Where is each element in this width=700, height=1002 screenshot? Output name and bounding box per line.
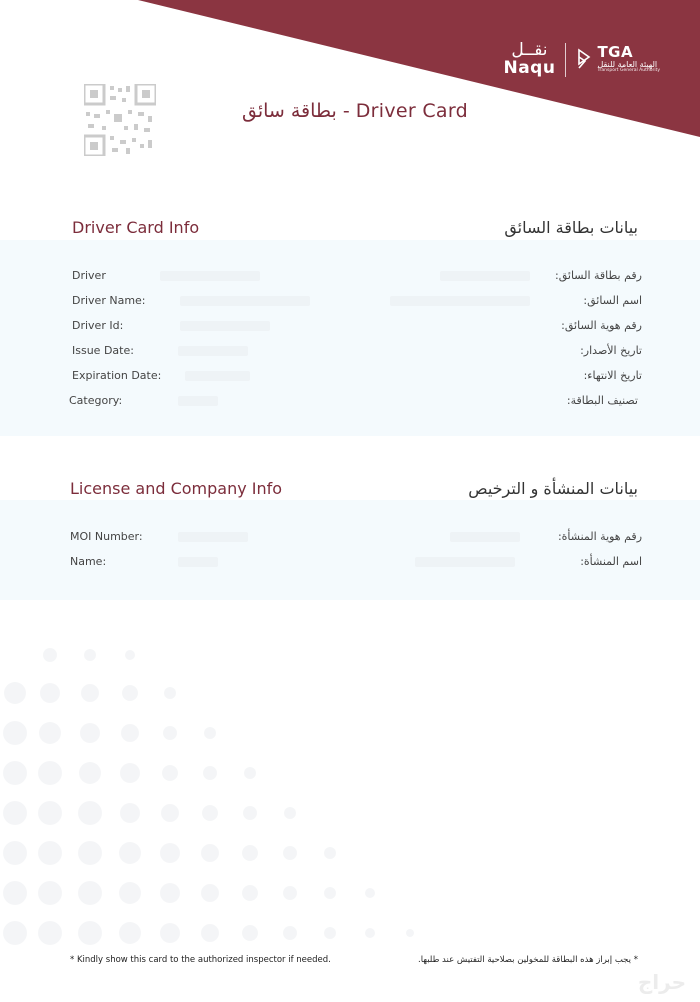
company-name-label-ar: اسم المنشأة: xyxy=(580,555,642,568)
license-section-title-ar: بيانات المنشأة و الترخيص xyxy=(468,479,638,498)
tga-name-ar: الهيئة العامة للنقل xyxy=(597,59,658,69)
driver-section-title-ar: بيانات بطاقة السائق xyxy=(504,218,638,237)
driver-section-title-en: Driver Card Info xyxy=(72,218,200,237)
redacted-value xyxy=(178,532,248,542)
redacted-value xyxy=(180,296,310,306)
driver-id-label-ar: رقم هوية السائق: xyxy=(561,319,642,332)
redacted-value xyxy=(178,557,218,567)
expiration-date-label-en: Expiration Date: xyxy=(72,369,162,382)
footnote-ar: * يجب إبراز هذه البطاقة للمخولين بصلاحية التفتيش عند طلبها. xyxy=(418,955,638,965)
dot-pattern-background xyxy=(0,630,520,970)
driver-name-label-ar: اسم السائق: xyxy=(583,294,642,307)
driver-number-label-en: Driver xyxy=(72,269,106,282)
redacted-value xyxy=(450,532,520,542)
redacted-value xyxy=(390,296,530,306)
moi-number-label-ar: رقم هوية المنشأة: xyxy=(557,530,642,543)
tga-logo xyxy=(576,45,660,74)
driver-id-label-en: Driver Id: xyxy=(72,319,124,332)
naqu-logo xyxy=(503,42,555,77)
expiration-date-label-ar: تاريخ الانتهاء: xyxy=(583,369,642,382)
redacted-value xyxy=(185,371,250,381)
page-title: بطاقة سائق - Driver Card xyxy=(241,100,469,122)
license-info-band xyxy=(0,500,700,600)
license-section-title-en: License and Company Info xyxy=(70,479,283,498)
issue-date-label-ar: تاريخ الأصدار: xyxy=(580,344,642,357)
logo-divider xyxy=(565,43,566,77)
redacted-value xyxy=(178,346,248,356)
logos xyxy=(503,42,660,77)
issue-date-label-en: Issue Date: xyxy=(72,344,134,357)
watermark-logo: حراج xyxy=(637,970,686,994)
tga-name-en: Transport General Authority xyxy=(597,68,660,74)
redacted-value xyxy=(440,271,530,281)
moi-number-label-en: MOI Number: xyxy=(70,530,143,543)
company-name-label-en: Name: xyxy=(70,555,107,568)
category-label-ar: تصنيف البطاقة: xyxy=(566,394,638,407)
qr-code xyxy=(84,84,156,156)
redacted-value xyxy=(178,396,218,406)
tga-abbr: TGA xyxy=(597,43,634,62)
footnote-en: * Kindly show this card to the authorized inspector if needed. xyxy=(70,955,331,965)
driver-name-label-en: Driver Name: xyxy=(72,294,146,307)
redacted-value xyxy=(180,321,270,331)
category-label-en: Category: xyxy=(69,394,123,407)
redacted-value xyxy=(160,271,260,281)
naqu-logo-ar: نقــل xyxy=(511,40,548,60)
tga-mark-icon xyxy=(576,48,592,70)
naqu-logo-en: Naqu xyxy=(503,58,556,78)
driver-number-label-ar: رقم بطاقة السائق: xyxy=(555,269,642,282)
redacted-value xyxy=(415,557,515,567)
